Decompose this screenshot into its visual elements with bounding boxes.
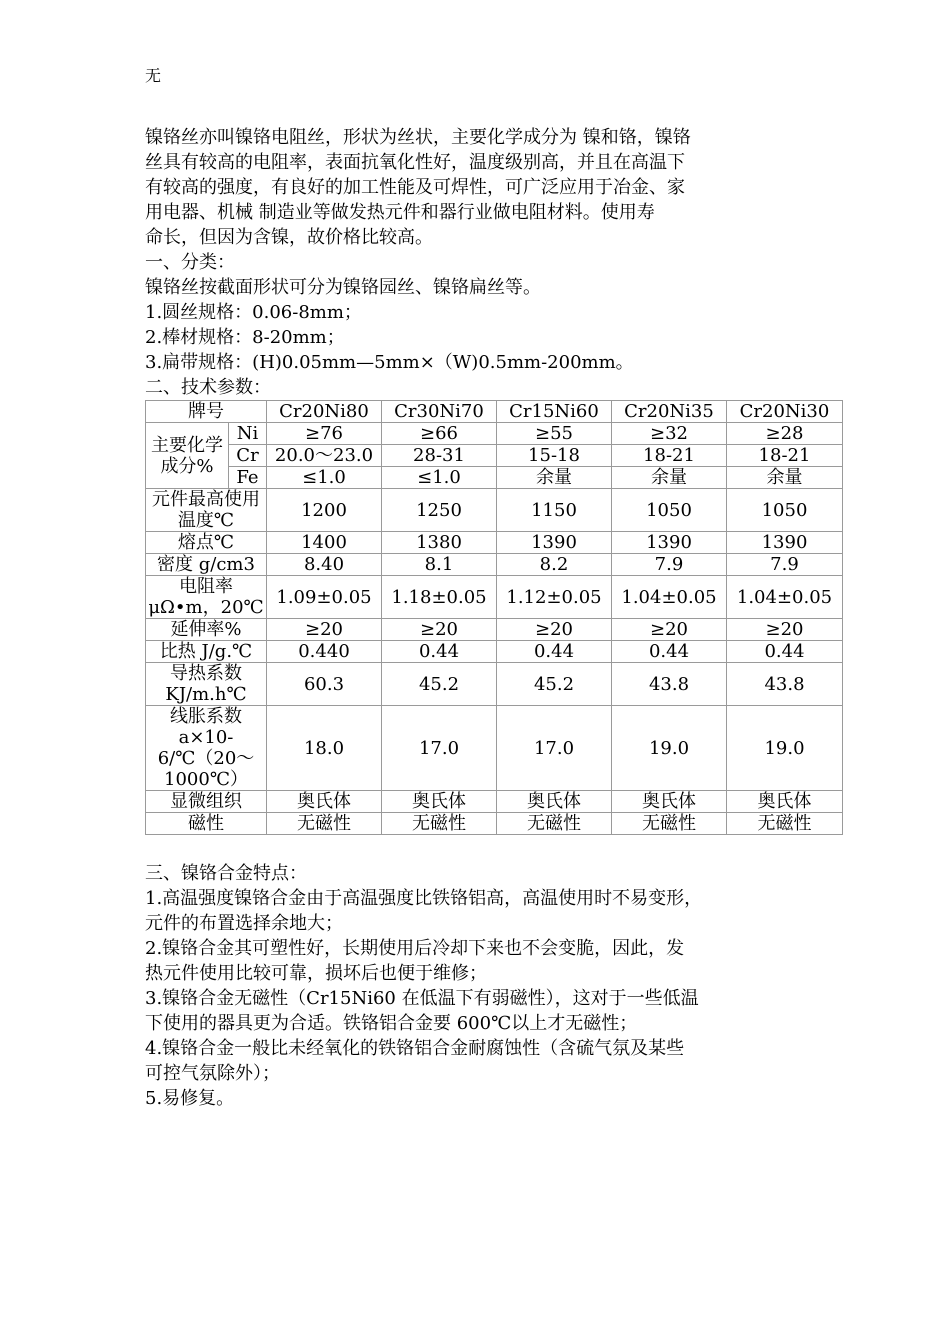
table-cell: 20.0～23.0 [267, 445, 382, 467]
feature-line: 1.高温强度镍铬合金由于高温强度比铁铬铝高，高温使用时不易变形， [145, 888, 703, 909]
table-row [146, 532, 843, 554]
table-row [146, 641, 843, 663]
table-cell: 45.2 [382, 663, 497, 706]
table-cell: ≥28 [727, 423, 843, 445]
table-cell: 无磁性 [382, 813, 497, 835]
table-cell: 17.0 [382, 706, 497, 791]
table-header-cell: Cr15Ni60 [497, 401, 612, 423]
feature-line: 5.易修复。 [145, 1088, 235, 1109]
section-features [145, 861, 810, 1111]
feature-line: 元件的布置选择余地大； [145, 913, 343, 934]
table-cell: 0.44 [382, 641, 497, 663]
table-cell: 奥氏体 [727, 791, 843, 813]
table-sub-label: Ni [229, 423, 267, 445]
feature-line: 下使用的器具更为合适。铁铬铝合金要 600℃以上才无磁性； [145, 1013, 638, 1034]
table-cell: 余量 [612, 467, 727, 489]
table-row [146, 423, 843, 445]
table-row [146, 706, 843, 791]
table-row [146, 554, 843, 576]
table-header-cell: Cr30Ni70 [382, 401, 497, 423]
table-cell: 7.9 [727, 554, 843, 576]
table-cell: 奥氏体 [267, 791, 382, 813]
table-row [146, 813, 843, 835]
table-header-cell: 牌号 [146, 401, 267, 423]
table-cell: 1050 [727, 489, 843, 532]
table-cell: 1050 [612, 489, 727, 532]
table-cell: 45.2 [497, 663, 612, 706]
table-row [146, 445, 843, 467]
table-cell: 余量 [497, 467, 612, 489]
table-cell: 0.44 [497, 641, 612, 663]
section-title: 一、分类： [145, 252, 235, 273]
table-cell: ≥55 [497, 423, 612, 445]
table-cell: 1200 [267, 489, 382, 532]
table-cell: 19.0 [727, 706, 843, 791]
table-cell: 28-31 [382, 445, 497, 467]
table-row-label: 元件最高使用温度℃ [146, 489, 267, 532]
table-row [146, 489, 843, 532]
spec-item: 3.扁带规格：(H)0.05mm—5mm×（W)0.5mm-200mm。 [145, 352, 634, 373]
table-row-label: 显微组织 [146, 791, 267, 813]
table-cell: 1.09±0.05 [267, 576, 382, 619]
table-cell: 1.04±0.05 [612, 576, 727, 619]
intro-line: 用电器、机械 制造业等做发热元件和器行业做电阻材料。使用寿 [145, 202, 655, 223]
intro-paragraph [145, 125, 810, 250]
feature-line: 2.镍铬合金其可塑性好，长期使用后冷却下来也不会变脆，因此，发 [145, 938, 685, 959]
table-cell: 1.12±0.05 [497, 576, 612, 619]
table-row [146, 576, 843, 619]
table-cell: 无磁性 [727, 813, 843, 835]
table-cell: 1390 [727, 532, 843, 554]
table-row [146, 619, 843, 641]
table-cell: 43.8 [727, 663, 843, 706]
table-cell: 余量 [727, 467, 843, 489]
intro-line: 镍铬丝亦叫镍铬电阻丝，形状为丝状，主要化学成分为 镍和铬，镍铬 [145, 127, 691, 148]
spec-item: 2.棒材规格：8-20mm； [145, 327, 345, 348]
table-cell: 0.44 [727, 641, 843, 663]
table-cell: 8.2 [497, 554, 612, 576]
intro-line: 丝具有较高的电阻率，表面抗氧化性好，温度级别高，并且在高温下 [145, 152, 685, 173]
table-cell: 1390 [497, 532, 612, 554]
table-cell: 18.0 [267, 706, 382, 791]
table-sub-label: Fe [229, 467, 267, 489]
table-cell: ≥20 [497, 619, 612, 641]
table-cell: 无磁性 [267, 813, 382, 835]
table-cell: 0.440 [267, 641, 382, 663]
section-title: 二、技术参数： [145, 377, 271, 398]
table-cell: ≥20 [727, 619, 843, 641]
feature-line: 热元件使用比较可靠，损坏后也便于维修； [145, 963, 487, 984]
table-cell: 8.40 [267, 554, 382, 576]
intro-line: 有较高的强度，有良好的加工性能及可焊性，可广泛应用于冶金、家 [145, 177, 685, 198]
table-row-label: 熔点℃ [146, 532, 267, 554]
section-title: 三、镍铬合金特点： [145, 863, 307, 884]
table-cell: 1380 [382, 532, 497, 554]
table-cell: ≥20 [382, 619, 497, 641]
table-row-label: 导热系数KJ/m.h℃ [146, 663, 267, 706]
table-cell: 1250 [382, 489, 497, 532]
table-cell: 1.04±0.05 [727, 576, 843, 619]
feature-line: 4.镍铬合金一般比未经氧化的铁铬铝合金耐腐蚀性（含硫气氛及某些 [145, 1038, 685, 1059]
table-cell: 无磁性 [612, 813, 727, 835]
section-technical-params [145, 375, 833, 835]
table-cell: ≥20 [267, 619, 382, 641]
table-cell: 17.0 [497, 706, 612, 791]
table-cell: 19.0 [612, 706, 727, 791]
table-row-label: 线胀系数a×10-6/℃（20～1000℃） [146, 706, 267, 791]
table-row-label: 延伸率% [146, 619, 267, 641]
table-cell: ≥66 [382, 423, 497, 445]
table-cell: 1390 [612, 532, 727, 554]
table-header-cell: Cr20Ni30 [727, 401, 843, 423]
table-header-cell: Cr20Ni80 [267, 401, 382, 423]
table-cell: ≥32 [612, 423, 727, 445]
table-cell: 0.44 [612, 641, 727, 663]
table-cell: 1400 [267, 532, 382, 554]
section-desc: 镍铬丝按截面形状可分为镍铬园丝、镍铬扁丝等。 [145, 277, 541, 298]
spec-item: 1.圆丝规格：0.06-8mm； [145, 302, 362, 323]
table-cell: 8.1 [382, 554, 497, 576]
table-header-cell: Cr20Ni35 [612, 401, 727, 423]
table-row-label: 磁性 [146, 813, 267, 835]
table-row [146, 467, 843, 489]
table-cell: ≥76 [267, 423, 382, 445]
document-body [145, 125, 833, 1111]
table-header-row [146, 401, 843, 423]
table-cell: 15-18 [497, 445, 612, 467]
table-cell: 无磁性 [497, 813, 612, 835]
table-cell: 18-21 [727, 445, 843, 467]
table-cell: ≥20 [612, 619, 727, 641]
table-cell: 奥氏体 [612, 791, 727, 813]
table-cell: 1150 [497, 489, 612, 532]
table-cell: 43.8 [612, 663, 727, 706]
table-cell: 18-21 [612, 445, 727, 467]
table-cell: ≤1.0 [382, 467, 497, 489]
section-classification [145, 250, 810, 375]
table-row [146, 663, 843, 706]
table-row-label: 密度 g/cm3 [146, 554, 267, 576]
table-row [146, 791, 843, 813]
intro-line: 命长，但因为含镍，故价格比较高。 [145, 227, 433, 248]
table-cell: 奥氏体 [382, 791, 497, 813]
table-cell: 7.9 [612, 554, 727, 576]
table-cell: 60.3 [267, 663, 382, 706]
table-cell: ≤1.0 [267, 467, 382, 489]
spec-table [145, 400, 843, 835]
feature-line: 3.镍铬合金无磁性（Cr15Ni60 在低温下有弱磁性），这对于一些低温 [145, 988, 699, 1009]
table-row-label: 电阻率μΩ•m，20℃ [146, 576, 267, 619]
table-cell: 奥氏体 [497, 791, 612, 813]
page-header: 无 [145, 66, 162, 85]
table-row-label: 主要化学成分% [146, 423, 229, 489]
table-row-label: 比热 J/g.℃ [146, 641, 267, 663]
table-cell: 1.18±0.05 [382, 576, 497, 619]
feature-line: 可控气氛除外）； [145, 1063, 280, 1084]
table-sub-label: Cr [229, 445, 267, 467]
